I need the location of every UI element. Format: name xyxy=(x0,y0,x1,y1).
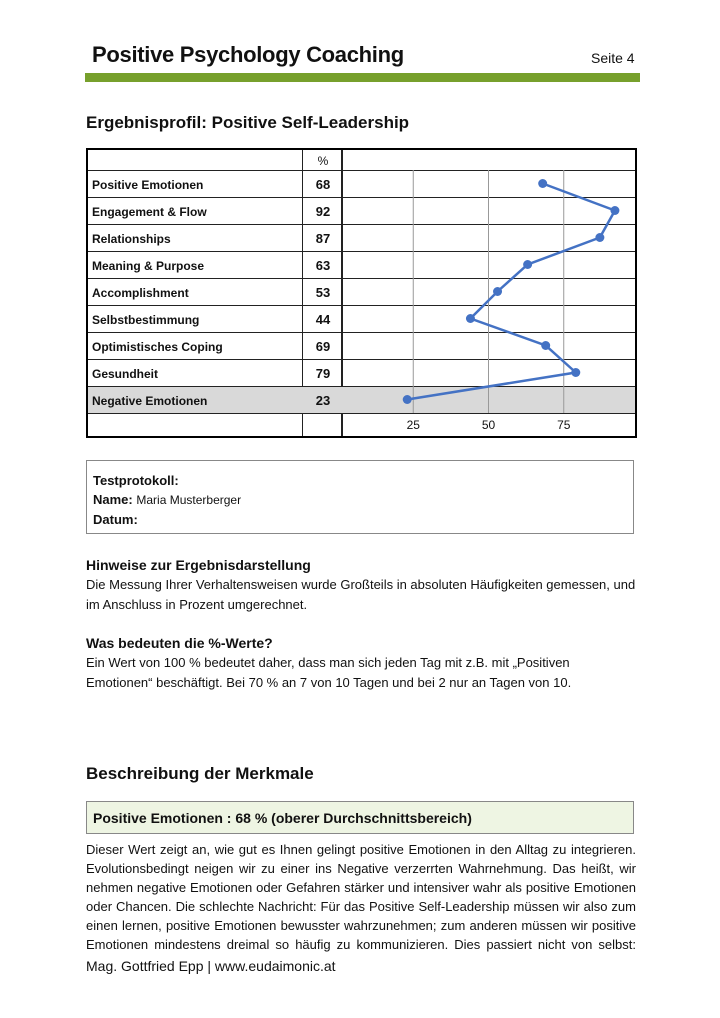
profile-title: Ergebnisprofil: Positive Self-Leadership xyxy=(86,113,410,132)
row-value: 44 xyxy=(315,312,331,327)
row-value: 92 xyxy=(315,204,331,219)
x-tick-label: 25 xyxy=(406,418,420,432)
percent-meaning-text: Ein Wert von 100 % bedeutet daher, dass man sich jeden Tag mit z.B. mit „Positiven Emotionen“ beschäftigt. Bei 70 % an 7 von 10 Tagen und bei 2 nur an Tagen von 10. xyxy=(86,655,572,690)
row-label: Optimistisches Coping xyxy=(92,340,223,354)
series-line xyxy=(407,184,615,400)
data-point xyxy=(523,260,532,269)
data-point xyxy=(541,341,550,350)
row-label: Meaning & Purpose xyxy=(92,259,205,273)
row-label: Negative Emotionen xyxy=(92,394,208,408)
row-label: Relationships xyxy=(92,232,171,246)
row-label: Engagement & Flow xyxy=(92,205,207,219)
page-title: Positive Psychology Coaching xyxy=(92,42,404,67)
row-label: Selbstbestimmung xyxy=(92,313,200,327)
percent-header: % xyxy=(317,154,329,168)
row-value: 68 xyxy=(315,177,331,192)
hints-text: Die Messung Ihrer Verhaltensweisen wurde Großteils in absoluten Häufigkeiten gemessen, und im Anschluss in Prozent umgerechnet. xyxy=(86,577,636,612)
profile-chart xyxy=(88,150,635,436)
row-value: 69 xyxy=(315,339,331,354)
protocol-title: Testprotokoll: xyxy=(93,473,179,488)
data-point xyxy=(538,179,547,188)
x-tick-label: 50 xyxy=(481,418,496,432)
feature-heading-box: Positive Emotionen : 68 % (oberer Durchschnittsbereich) xyxy=(86,801,634,834)
data-point xyxy=(403,395,412,404)
row-value: 23 xyxy=(315,393,331,408)
percent-meaning-title: Was bedeuten die %-Werte? xyxy=(86,635,273,651)
profile-table xyxy=(86,148,637,438)
row-label: Positive Emotionen xyxy=(92,178,204,192)
row-value: 53 xyxy=(315,285,331,300)
row-value: 79 xyxy=(315,366,331,381)
features-title: Beschreibung der Merkmale xyxy=(86,764,314,783)
data-point xyxy=(571,368,580,377)
row-value: 63 xyxy=(315,258,331,273)
hints-title: Hinweise zur Ergebnisdarstellung xyxy=(86,557,311,573)
x-tick-label: 75 xyxy=(557,418,571,432)
date-label: Datum: xyxy=(93,512,138,527)
name-label: Name: xyxy=(93,492,133,507)
row-label: Accomplishment xyxy=(92,286,189,300)
page-number: Seite 4 xyxy=(591,50,635,66)
protocol-box xyxy=(86,460,634,534)
data-point xyxy=(493,287,502,296)
header-bar xyxy=(85,73,640,82)
data-point xyxy=(595,233,604,242)
name-value: Maria Musterberger xyxy=(136,493,242,507)
footer: Mag. Gottfried Epp | www.eudaimonic.at xyxy=(86,958,336,974)
data-point xyxy=(610,206,619,215)
data-point xyxy=(466,314,475,323)
row-value: 87 xyxy=(315,231,331,246)
feature-description: Dieser Wert zeigt an, wie gut es Ihnen gelingt positive Emotionen in den Alltag zu integrieren. Evolutionsbedingt neigen wir zu einer ins Negative verzerrten Wahrnehmung. Das heißt, wir nehmen negative Emotionen oder Gefahren stärker und intensiver wahr als positive Emotionen oder Chancen. Die schlechte Nachricht: Für das Positive Self-Leadership müssen wir also zum einen lernen, positive Emotionen bewusster wahrzunehmen; zum anderen müssen wir positive Emotionen mindestens dreimal so häufig zu kommunizieren. Dies passiert nicht von selbst: xyxy=(86,842,636,952)
row-label: Gesundheit xyxy=(92,367,159,381)
